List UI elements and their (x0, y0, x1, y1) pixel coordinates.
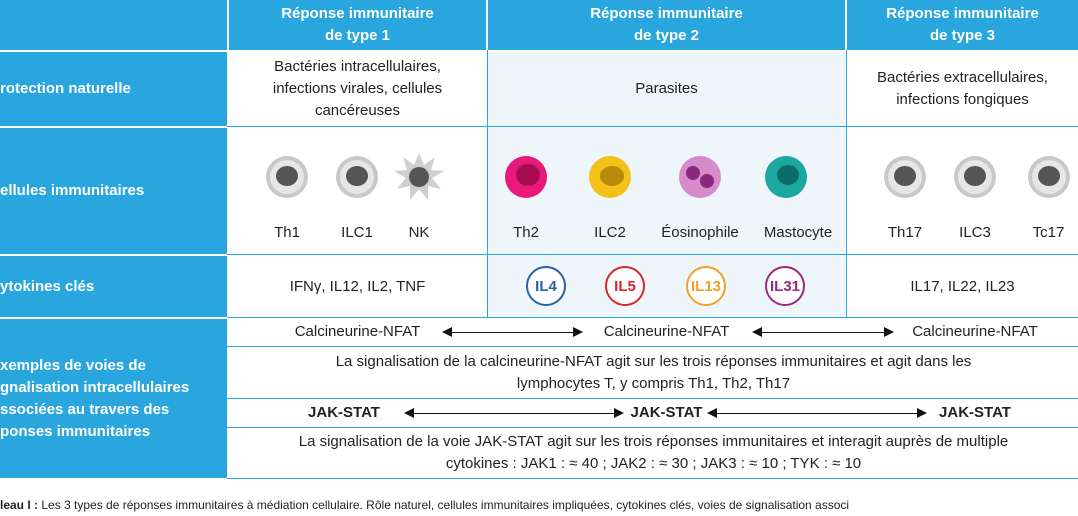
calcineurine-type2: Calcineurine-NFAT (603, 323, 730, 340)
ilc3-cell-icon (954, 156, 996, 198)
cell-name: ILC2 (594, 224, 626, 241)
calcineurine-description: La signalisation de la calcineurine-NFAT agit sur les trois réponses immunitaires et agit dans les lymphocytes T, y compris Th1, Th2, Th17 (335, 352, 972, 392)
rowhead-voies (0, 319, 227, 478)
mastocyte-cell-icon (765, 156, 807, 198)
rowhead-cytokines (0, 256, 227, 317)
il13-badge: IL13 (686, 266, 726, 306)
jakstat-type3: JAK-STAT (939, 404, 1011, 421)
table-caption (0, 498, 1078, 512)
cell-name: ILC3 (959, 224, 991, 241)
grid-line (227, 478, 1078, 479)
tc17-cell-icon (1028, 156, 1070, 198)
arrow-line (760, 332, 886, 333)
cell-icons-type2 (488, 135, 845, 225)
jakstat-description: La signalisation de la voie JAK-STAT agit sur les trois réponses immunitaires et interagit auprès de multiple cytokines : JAK1 : ≈ 40 ; JAK2 : ≈ 30 ; JAK3 : ≈ 10 ; TYK : ≈ 10 (298, 433, 1009, 472)
ilc2-cell-icon (589, 156, 631, 198)
header-type2: Réponse immunitaire de type 2 (488, 0, 845, 50)
cell-name: Th1 (274, 224, 300, 241)
cell-name: Mastocyte (763, 224, 833, 241)
rowhead-protection (0, 52, 227, 126)
nk-cell-icon (394, 153, 444, 200)
rowhead-cellules-label: ellules immunitaires (0, 182, 145, 199)
rowhead-cellules (0, 128, 227, 254)
cell-icons-type1 (229, 135, 486, 225)
arrow-head-right (614, 408, 624, 418)
arrow-line (412, 413, 614, 414)
cytokines-type1: IFNγ, IL12, IL2, TNF (289, 277, 426, 295)
arrow-head-right (573, 327, 583, 337)
jakstat-type2: JAK-STAT (630, 404, 703, 421)
jakstat-type1: JAK-STAT (308, 404, 380, 421)
arrow-line (450, 332, 574, 333)
eosinophile-cell-icon (679, 156, 721, 198)
calcineurine-type3: Calcineurine-NFAT (912, 323, 1038, 340)
ilc1-cell-icon (336, 156, 378, 198)
header-type1: Réponse immunitaire de type 1 (229, 0, 486, 50)
cell-name: Th2 (513, 224, 539, 241)
cell-icons-type3 (847, 135, 1078, 225)
th1-cell-icon (266, 156, 308, 198)
grid-line (227, 126, 1078, 127)
th2-cell-icon (505, 156, 547, 198)
calcineurine-type1: Calcineurine-NFAT (294, 323, 421, 340)
cytokines-type3: IL17, IL22, IL23 (910, 277, 1015, 295)
arrow-line (715, 413, 917, 414)
cell-name: ILC1 (341, 224, 373, 241)
rowhead-voies-label: xemples de voies de gnalisation intracellulaires ssociées au travers des ponses immunitaires (0, 356, 190, 440)
caption-label: leau I : (0, 498, 39, 512)
arrow-head-right (917, 408, 927, 418)
il4-badge: IL4 (526, 266, 566, 306)
il31-badge: IL31 (765, 266, 805, 306)
cell-name: Tc17 (1032, 224, 1065, 241)
caption-text: Les 3 types de réponses immunitaires à médiation cellulaire. Rôle naturel, cellules immunitaires impliquées, cytokines clés, voies de signalisation associ (38, 498, 850, 512)
cell-name: Th17 (887, 224, 923, 241)
protection-type2: Parasites (635, 80, 698, 97)
cell-name: Éosinophile (661, 224, 739, 241)
arrow-head-right (884, 327, 894, 337)
rowhead-cytokines-label: ytokines clés (0, 277, 95, 295)
protection-type1: Bactéries intracellulaires, infections virales, cellules cancéreuses (272, 58, 443, 119)
protection-type3: Bactéries extracellulaires, infections fongiques (877, 69, 1048, 108)
il5-badge: IL5 (605, 266, 645, 306)
cell-name: NK (408, 224, 430, 241)
rowhead-protection-label: rotection naturelle (0, 80, 131, 97)
th17-cell-icon (884, 156, 926, 198)
header-type3: Réponse immunitaire de type 3 (847, 0, 1078, 50)
header-blank (0, 0, 227, 50)
grid-line (227, 254, 1078, 255)
